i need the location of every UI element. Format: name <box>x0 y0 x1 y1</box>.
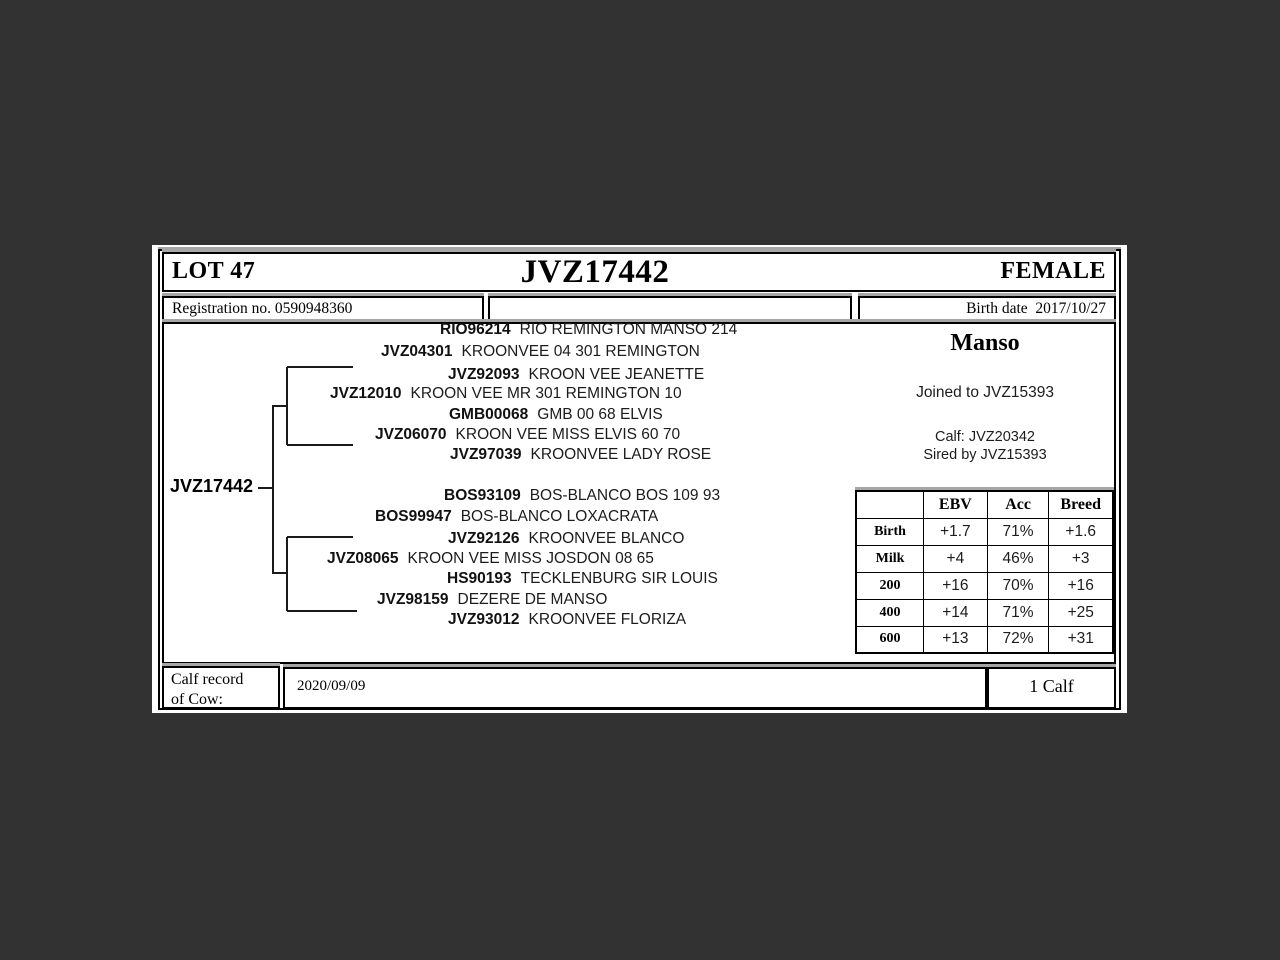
registration-box <box>162 296 484 322</box>
animal-id: JVZ04301 <box>381 343 453 360</box>
pedigree-entry <box>450 445 711 465</box>
breed-value: +31 <box>1049 626 1113 653</box>
row-label: 200 <box>856 572 924 599</box>
animal-id: GMB00068 <box>449 406 529 423</box>
calf-record-date-box <box>283 667 987 709</box>
header-bar <box>162 252 1116 292</box>
calf-count-box <box>987 667 1116 709</box>
acc-value: 70% <box>987 572 1049 599</box>
ebv-table <box>855 490 1114 654</box>
animal-name: GMB 00 68 ELVIS <box>537 406 663 423</box>
row-label: 600 <box>856 626 924 653</box>
animal-name: BOS-BLANCO LOXACRATA <box>460 508 659 525</box>
animal-name: KROON VEE MISS JOSDON 08 65 <box>407 550 654 567</box>
calf-record-label-line2: of Cow: <box>171 691 223 708</box>
acc-col-header: Acc <box>987 491 1049 518</box>
pedigree-entry <box>327 549 654 569</box>
animal-id: RIO96214 <box>440 321 511 338</box>
breed-value: +25 <box>1049 599 1113 626</box>
animal-name: KROONVEE FLORIZA <box>528 611 687 628</box>
row-label: Milk <box>856 545 924 572</box>
animal-name: TECKLENBURG SIR LOUIS <box>520 570 718 587</box>
breed-col-header: Breed <box>1049 491 1113 518</box>
row-label: Birth <box>856 518 924 545</box>
ebv-col-header: EBV <box>924 491 988 518</box>
animal-name: BOS-BLANCO BOS 109 93 <box>529 487 721 504</box>
ebv-value: +13 <box>924 626 988 653</box>
breed-name: Manso <box>950 330 1020 356</box>
pedigree-entry <box>448 610 686 630</box>
animal-name: KROONVEE BLANCO <box>528 530 685 547</box>
animal-name: KROONVEE LADY ROSE <box>530 446 712 463</box>
row-label: 400 <box>856 599 924 626</box>
calf-record-label-box <box>162 666 280 709</box>
animal-id: JVZ97039 <box>450 446 522 463</box>
table-row <box>856 518 1113 545</box>
pedigree-entry <box>375 425 680 445</box>
ebv-value: +14 <box>924 599 988 626</box>
animal-id: BOS99947 <box>375 508 452 525</box>
pedigree-entry <box>375 507 658 527</box>
acc-value: 71% <box>987 599 1049 626</box>
animal-name: KROON VEE MR 301 REMINGTON 10 <box>410 385 682 402</box>
animal-name: DEZERE DE MANSO <box>457 591 608 608</box>
pedigree-entry <box>381 342 700 362</box>
pedigree-entry <box>377 590 607 610</box>
calf-record-date: 2020/09/09 <box>297 678 366 694</box>
acc-value: 71% <box>987 518 1049 545</box>
breed-value: +3 <box>1049 545 1113 572</box>
table-row <box>856 599 1113 626</box>
acc-value: 72% <box>987 626 1049 653</box>
animal-id: BOS93109 <box>444 487 521 504</box>
animal-id: HS90193 <box>447 570 512 587</box>
ebv-value: +4 <box>924 545 988 572</box>
acc-value: 46% <box>987 545 1049 572</box>
pedigree-entry <box>448 365 704 385</box>
lot-number: LOT 47 <box>172 258 256 284</box>
table-row <box>856 572 1113 599</box>
pedigree-entry <box>449 405 663 425</box>
ebv-corner-cell <box>856 491 924 518</box>
animal-id: JVZ06070 <box>375 426 447 443</box>
pedigree-entry <box>448 529 684 549</box>
joined-to-text: Joined to JVZ15393 <box>916 384 1054 401</box>
animal-name: KROON VEE JEANETTE <box>528 366 705 383</box>
catalog-page <box>152 245 1127 713</box>
breed-value: +1.6 <box>1049 518 1113 545</box>
calf-text: Calf: JVZ20342 <box>935 429 1035 445</box>
pedigree-entry <box>447 569 718 589</box>
table-row <box>856 626 1113 653</box>
breed-value: +16 <box>1049 572 1113 599</box>
registration-number: Registration no. 0590948360 <box>172 300 353 317</box>
pedigree-entry <box>330 384 682 404</box>
animal-name: KROON VEE MISS ELVIS 60 70 <box>455 426 681 443</box>
calf-record-label-line1: Calf record <box>171 671 244 688</box>
ebv-header-row <box>856 491 1113 518</box>
sired-by-text: Sired by JVZ15393 <box>923 447 1047 463</box>
empty-box <box>488 296 852 322</box>
pedigree-panel <box>162 322 1116 664</box>
page-title: JVZ17442 <box>520 254 670 290</box>
animal-id: JVZ92093 <box>448 366 520 383</box>
pedigree-entry <box>444 486 720 506</box>
animal-id: JVZ93012 <box>448 611 520 628</box>
animal-id: JVZ08065 <box>327 550 399 567</box>
sex-label: FEMALE <box>1000 258 1106 284</box>
calf-count: 1 Calf <box>1029 676 1074 696</box>
pedigree-entry <box>440 320 737 340</box>
animal-name: RIO REMINGTON MANSO 214 <box>519 321 738 338</box>
animal-id: JVZ92126 <box>448 530 520 547</box>
table-row <box>856 545 1113 572</box>
ebv-value: +16 <box>924 572 988 599</box>
animal-id: JVZ12010 <box>330 385 402 402</box>
subject-animal-id: JVZ17442 <box>170 476 254 496</box>
birth-date-box <box>858 296 1116 322</box>
animal-id: JVZ98159 <box>377 591 449 608</box>
ebv-value: +1.7 <box>924 518 988 545</box>
birth-date: Birth date 2017/10/27 <box>966 300 1106 317</box>
animal-name: KROONVEE 04 301 REMINGTON <box>461 343 700 360</box>
